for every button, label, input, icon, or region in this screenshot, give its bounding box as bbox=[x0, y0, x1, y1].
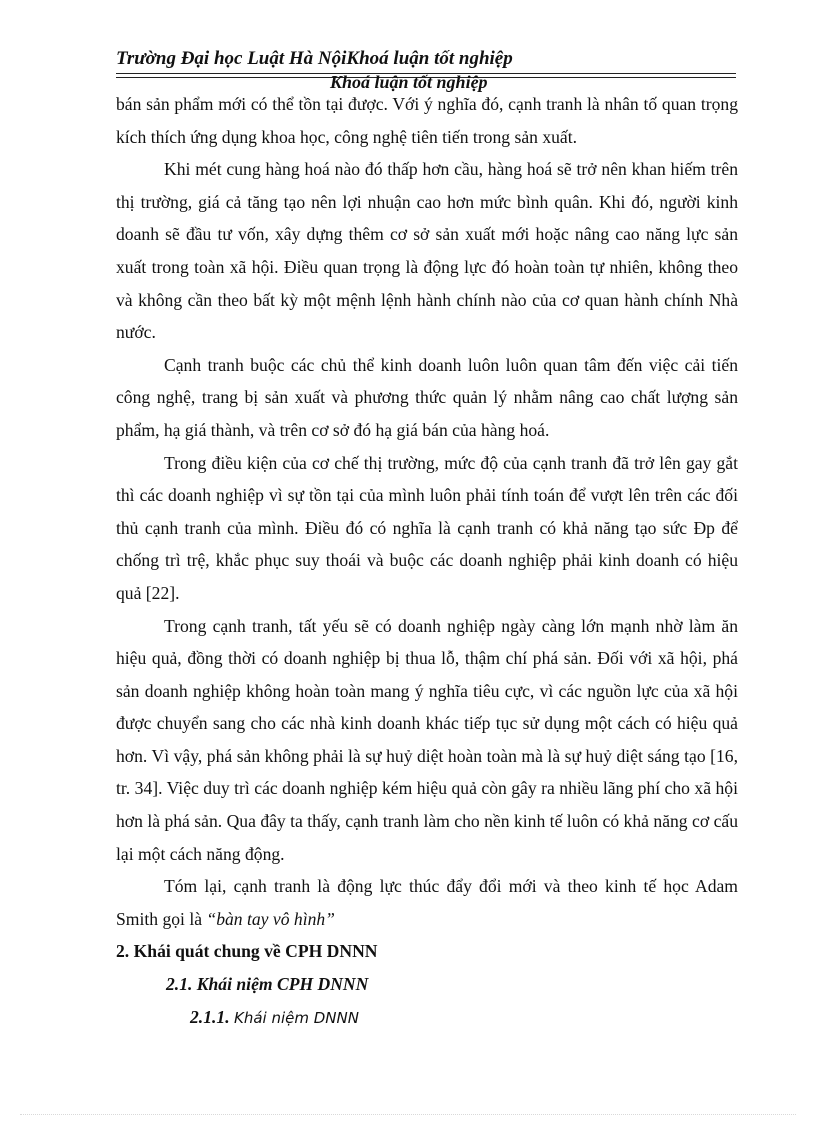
section-heading-2: 2. Khái quát chung về CPH DNNN bbox=[116, 941, 378, 962]
paragraph: Trong cạnh tranh, tất yếu sẽ có doanh nghiệp ngày càng lớn mạnh nhờ làm ăn hiệu quả, đồng thời có doanh nghiệp bị thua lỗ, thậm chí phá sản. Đối với xã hội, phá sản doanh nghiệp không hoàn toàn mang ý nghĩa tiêu cực, vì các nguồn lực của xã hội được chuyển sang cho các nhà kinh doanh khác tiếp tục sử dụng một cách có hiệu quả hơn. Vì vậy, phá sản không phải là sự huỷ diệt hoàn toàn mà là sự huỷ diệt sáng tạo [16, tr. 34]. Việc duy trì các doanh nghiệp kém hiệu quả còn gây ra nhiều lãng phí cho xã hội hơn là phá sản. Qua đây ta thấy, cạnh tranh làm cho nền kinh tế luôn có khả năng cơ cấu lại một cách năng động. bbox=[116, 615, 738, 864]
paragraph: Cạnh tranh buộc các chủ thể kinh doanh luôn luôn quan tâm đến việc cải tiến công nghệ, trang bị sản xuất và phương thức quản lý nhằm nâng cao chất lượng sản phẩm, hạ giá thành, và trên cơ sở đó hạ giá bán của hàng hoá. bbox=[116, 354, 738, 440]
paragraph: bán sản phẩm mới có thể tồn tại được. Với ý nghĩa đó, cạnh tranh là nhân tố quan trọng kích thích ứng dụng khoa học, công nghệ tiên tiến trong sản xuất. bbox=[116, 94, 738, 147]
paragraph: Khi mét cung hàng hoá nào đó thấp hơn cầu, hàng hoá sẽ trở nên khan hiếm trên thị trường, giá cả tăng tạo nên lợi nhuận cao hơn mức bình quân. Khi đó, người kinh doanh sẽ đầu tư vốn, xây dựng thêm cơ sở sản xuất mới hoặc nâng cao năng lực sản xuất trong toàn xã hội. Điều quan trọng là động lực đó hoàn toàn tự nhiên, không theo và không cần theo bất kỳ một mệnh lệnh hành chính nào của cơ quan hành chính Nhà nước. bbox=[116, 159, 738, 343]
closing-paragraph bbox=[116, 870, 738, 935]
section-heading-2-1: 2.1. Khái niệm CPH DNNN bbox=[166, 974, 369, 995]
paragraph: Trong điều kiện của cơ chế thị trường, mức độ của cạnh tranh đã trở lên gay gắt thì các doanh nghiệp vì sự tồn tại của mình luôn phải tính toán để vượt lên trên các đối thủ cạnh tranh của mình. Điều đó có nghĩa là cạnh tranh có khả năng tạo sức Đp để chống trì trệ, khắc phục suy thoái và buộc các doanh nghiệp phải kinh doanh có hiệu quả [22]. bbox=[116, 452, 738, 603]
body-text bbox=[116, 88, 738, 1034]
closing-text: Tóm lại, cạnh tranh là động lực thúc đẩy đổi mới và theo kinh tế học Adam Smith gọi là bbox=[116, 876, 738, 929]
heading-title: Khái niệm DNNN bbox=[234, 1008, 359, 1027]
heading-number: 2.1.1. bbox=[190, 1006, 230, 1027]
closing-quote: “bàn tay vô hình” bbox=[206, 908, 335, 929]
running-header-subtitle: Khoá luận tốt nghiệp bbox=[330, 72, 488, 92]
running-header-title: Trường Đại học Luật Hà NộiKhoá luận tốt nghiệp bbox=[116, 48, 513, 69]
section-heading-2-1-1 bbox=[116, 1001, 738, 1035]
page-bottom-border bbox=[20, 1114, 796, 1115]
